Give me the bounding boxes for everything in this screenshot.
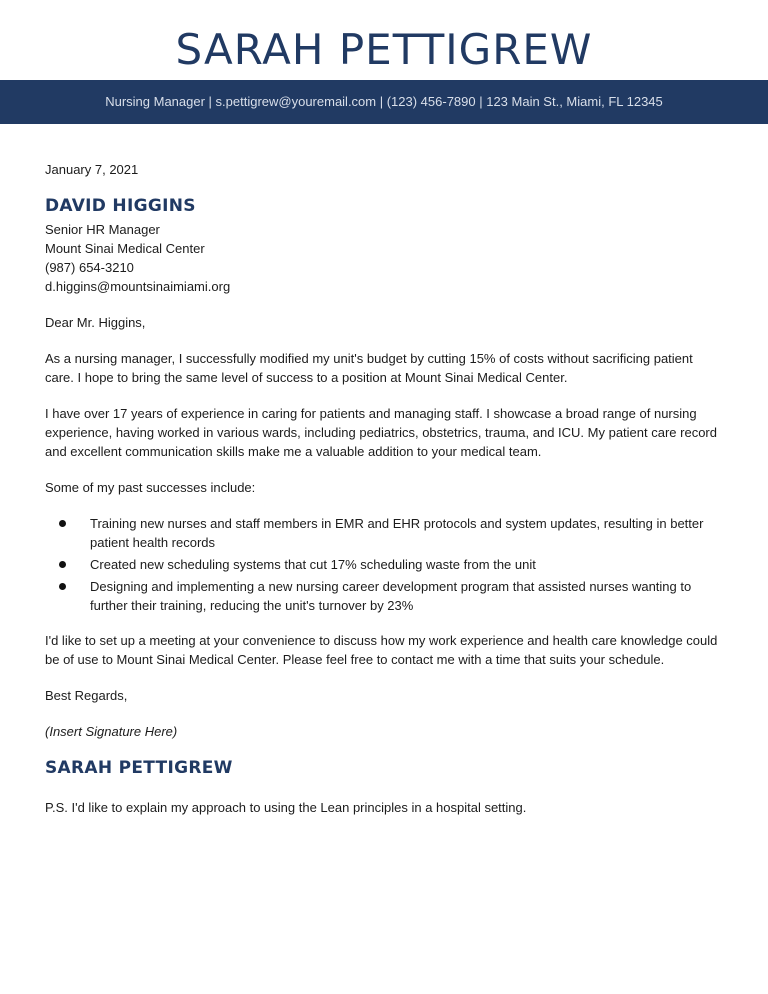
signature-placeholder: (Insert Signature Here) (45, 724, 178, 739)
success-text: Created new scheduling systems that cut 17% scheduling waste from the unit (90, 557, 536, 572)
paragraph-intro: As a nursing manager, I successfully modified my unit's budget by cutting 15% of costs without sacrificing patient care. I hope to bring the same level of success to a position at Mount Sinai Medical Center. (45, 351, 693, 385)
recipient-phone: (987) 654-3210 (45, 260, 134, 275)
recipient-title: Senior HR Manager (45, 222, 160, 237)
postscript: P.S. I'd like to explain my approach to using the Lean principles in a hospital setting. (45, 800, 527, 815)
bullet-icon (59, 583, 66, 590)
list-item (45, 514, 725, 552)
applicant-name-heading: SARAH PETTIGREW (175, 25, 593, 74)
bullet-icon (59, 520, 66, 527)
signer-name: SARAH PETTIGREW (45, 758, 233, 778)
recipient-address-block (45, 220, 725, 296)
recipient-email: d.higgins@mountsinaimiami.org (45, 279, 231, 294)
successes-list (45, 514, 725, 615)
list-item (45, 555, 725, 574)
contact-info-bar: Nursing Manager | s.pettigrew@youremail.com | (123) 456-7890 | 123 Main St., Miami, FL 12345 (0, 80, 768, 124)
closing-line: Best Regards, (45, 688, 128, 703)
list-item (45, 577, 725, 615)
paragraph-closing: I'd like to set up a meeting at your convenience to discuss how my work experience and health care knowledge could be of use to Mount Sinai Medical Center. Please feel free to contact me with a time that suits your schedule. (45, 633, 718, 667)
success-text: Designing and implementing a new nursing career development program that assisted nurses wanting to further their training, reducing the unit's turnover by 23% (90, 579, 692, 613)
letter-body (45, 160, 725, 834)
letter-date: January 7, 2021 (45, 162, 139, 177)
successes-intro: Some of my past successes include: (45, 480, 256, 495)
salutation: Dear Mr. Higgins, (45, 315, 146, 330)
success-text: Training new nurses and staff members in EMR and EHR protocols and system updates, resulting in better patient health records (90, 516, 704, 550)
bullet-icon (59, 561, 66, 568)
paragraph-experience: I have over 17 years of experience in caring for patients and managing staff. I showcase a broad range of nursing experience, having worked in various wards, including pediatrics, obstetrics, trauma, and ICU. My patient care record and excellent communication skills make me a valuable addition to your medical team. (45, 406, 717, 459)
recipient-company: Mount Sinai Medical Center (45, 241, 205, 256)
recipient-name: DAVID HIGGINS (45, 196, 196, 216)
